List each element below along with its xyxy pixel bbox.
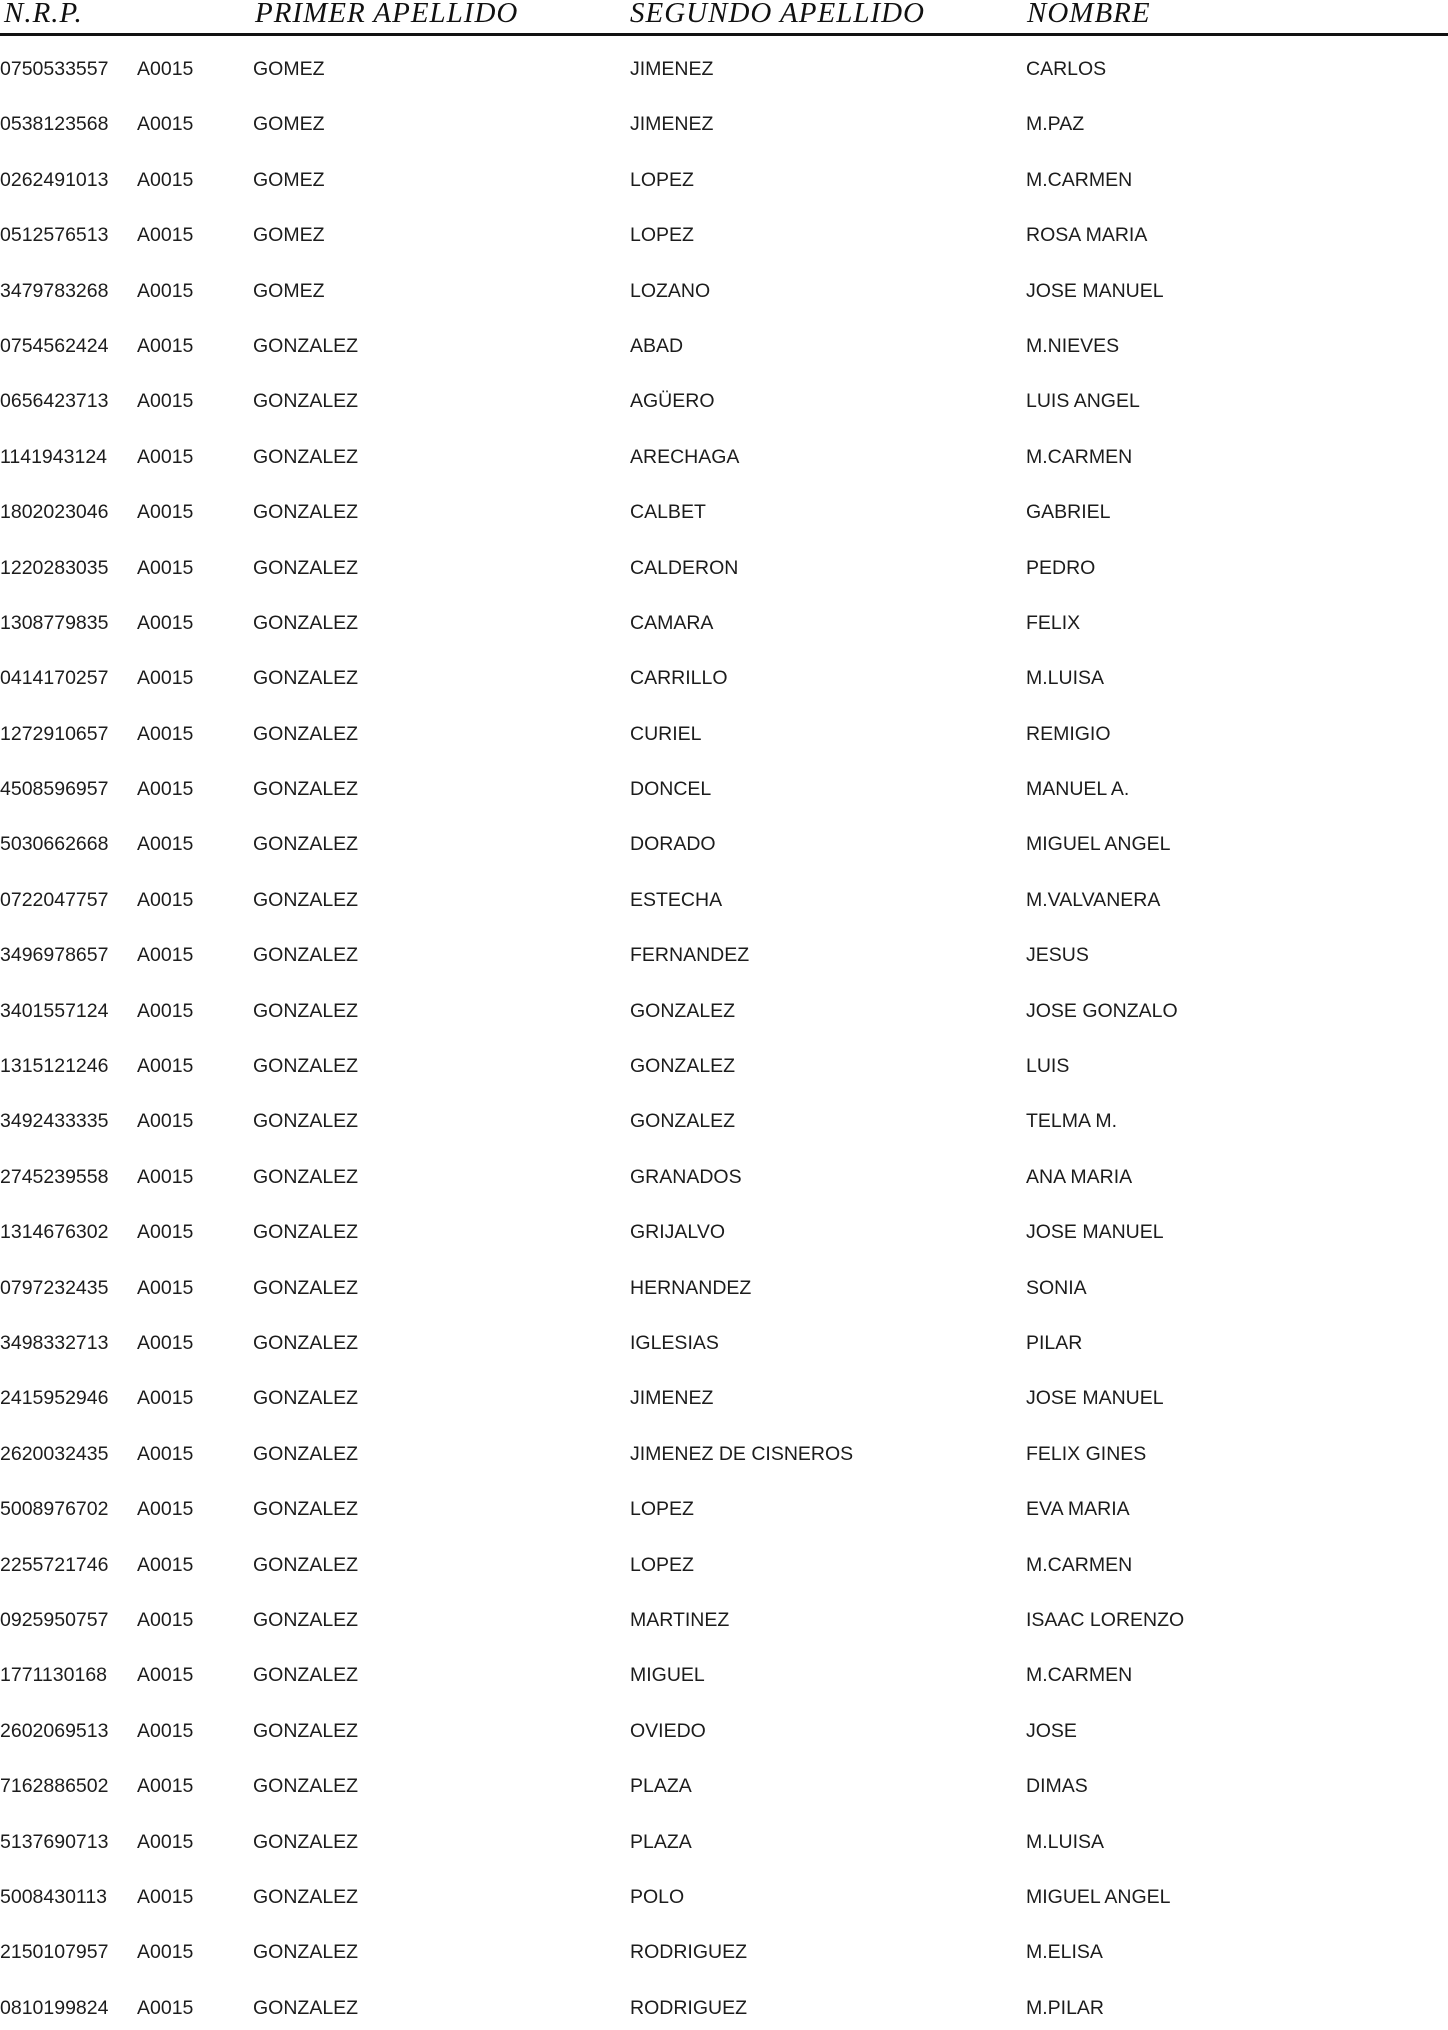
cell-segundo-apellido: OVIEDO [630,1719,706,1742]
table-row [0,1809,1448,1864]
cell-nrp: 0750533557 [0,58,109,80]
cell-code: A0015 [137,113,194,136]
cell-nrp: 1314676302 [0,1221,109,1244]
cell-nombre: MANUEL A. [1026,778,1130,801]
cell-code: A0015 [137,1442,194,1465]
cell-primer-apellido: GONZALEZ [253,888,359,911]
cell-nrp: 7162886502 [0,1775,109,1798]
cell-segundo-apellido: GRANADOS [630,1165,742,1188]
cell-code: A0015 [137,722,194,745]
cell-nrp: 2620032435 [0,1442,109,1465]
table-row [0,1033,1448,1088]
cell-nombre: DIMAS [1026,1775,1088,1798]
cell-nombre: M.ELISA [1026,1941,1103,1964]
cell-nombre: JESUS [1026,944,1089,967]
cell-segundo-apellido: LOZANO [630,279,711,302]
cell-code: A0015 [137,334,194,357]
cell-nrp: 1315121246 [0,1055,109,1078]
cell-nrp: 3401557124 [0,999,109,1022]
cell-code: A0015 [137,1387,194,1410]
cell-nombre: LUIS ANGEL [1026,390,1140,413]
cell-nombre: FELIX [1026,611,1081,634]
cell-code: A0015 [137,1055,194,1078]
cell-primer-apellido: GOMEZ [253,58,325,80]
cell-primer-apellido: GONZALEZ [253,999,359,1022]
table-row [0,424,1448,479]
cell-nombre: M.PILAR [1026,1996,1105,2019]
cell-segundo-apellido: GONZALEZ [630,1110,736,1133]
cell-code: A0015 [137,1830,194,1853]
cell-primer-apellido: GONZALEZ [253,1276,359,1299]
table-row [0,1587,1448,1642]
cell-nombre: FELIX GINES [1026,1442,1147,1465]
cell-nombre: GABRIEL [1026,501,1111,524]
cell-segundo-apellido: LOPEZ [630,224,694,247]
cell-primer-apellido: GONZALEZ [253,667,359,690]
cell-code: A0015 [137,1996,194,2019]
header-primer-apellido: PRIMER APELLIDO [255,0,519,29]
cell-primer-apellido: GONZALEZ [253,778,359,801]
cell-segundo-apellido: AGÜERO [630,390,715,413]
cell-code: A0015 [137,999,194,1022]
cell-nombre: M.CARMEN [1026,168,1133,191]
cell-nrp: 5030662668 [0,833,109,856]
cell-nombre: ROSA MARIA [1026,224,1148,247]
cell-nrp: 1220283035 [0,556,109,579]
cell-code: A0015 [137,501,194,524]
cell-segundo-apellido: RODRIGUEZ [630,1996,747,2019]
table-body [0,36,1448,2030]
cell-segundo-apellido: GRIJALVO [630,1221,725,1244]
cell-nombre: SONIA [1026,1276,1087,1299]
cell-primer-apellido: GONZALEZ [253,556,359,579]
cell-nrp: 1771130168 [0,1664,108,1687]
cell-nrp: 3479783268 [0,279,109,302]
cell-code: A0015 [137,1664,194,1687]
cell-nrp: 0512576513 [0,224,109,247]
cell-segundo-apellido: CALDERON [630,556,739,579]
cell-nrp: 2415952946 [0,1387,109,1410]
cell-nrp: 0538123568 [0,113,109,136]
table-row [0,1698,1448,1753]
cell-segundo-apellido: CURIEL [630,722,702,745]
cell-nombre: M.LUISA [1026,1830,1105,1853]
cell-segundo-apellido: JIMENEZ [630,58,714,80]
cell-nrp: 3498332713 [0,1331,109,1354]
cell-nombre: JOSE MANUEL [1026,1387,1164,1410]
cell-code: A0015 [137,1719,194,1742]
cell-nombre: REMIGIO [1026,722,1111,745]
table-row [0,867,1448,922]
cell-nrp: 1802023046 [0,501,109,524]
cell-segundo-apellido: LOPEZ [630,1498,694,1521]
cell-primer-apellido: GONZALEZ [253,445,359,468]
cell-primer-apellido: GONZALEZ [253,1498,359,1521]
table-row [0,1310,1448,1365]
table-row [0,202,1448,257]
cell-nombre: LUIS [1026,1055,1070,1078]
cell-code: A0015 [137,611,194,634]
cell-code: A0015 [137,888,194,911]
cell-code: A0015 [137,1885,194,1908]
cell-primer-apellido: GONZALEZ [253,611,359,634]
table-row [0,1199,1448,1254]
cell-primer-apellido: GONZALEZ [253,722,359,745]
cell-nombre: M.VALVANERA [1026,888,1161,911]
table-row [0,1532,1448,1587]
cell-primer-apellido: GONZALEZ [253,1664,359,1687]
cell-code: A0015 [137,1775,194,1798]
cell-code: A0015 [137,390,194,413]
cell-nrp: 0656423713 [0,390,109,413]
cell-nombre: MIGUEL ANGEL [1026,833,1171,856]
cell-code: A0015 [137,1941,194,1964]
cell-primer-apellido: GONZALEZ [253,1387,359,1410]
cell-nombre: M.LUISA [1026,667,1105,690]
header-nombre: NOMBRE [1027,0,1151,29]
cell-nombre: ISAAC LORENZO [1026,1608,1185,1631]
cell-primer-apellido: GOMEZ [253,113,325,136]
cell-primer-apellido: GOMEZ [253,279,325,302]
table-header [0,0,1448,30]
cell-nombre: PILAR [1026,1331,1083,1354]
cell-segundo-apellido: DONCEL [630,778,712,801]
cell-segundo-apellido: JIMENEZ DE CISNEROS [630,1442,854,1465]
cell-nombre: JOSE GONZALO [1026,999,1178,1022]
table-row [0,313,1448,368]
cell-segundo-apellido: GONZALEZ [630,999,736,1022]
cell-code: A0015 [137,1608,194,1631]
cell-nombre: ANA MARIA [1026,1165,1133,1188]
table-row [0,922,1448,977]
cell-primer-apellido: GOMEZ [253,224,325,247]
cell-nrp: 2602069513 [0,1719,109,1742]
cell-primer-apellido: GONZALEZ [253,833,359,856]
cell-code: A0015 [137,944,194,967]
cell-nrp: 0414170257 [0,667,109,690]
table-row [0,258,1448,313]
cell-segundo-apellido: POLO [630,1885,685,1908]
cell-primer-apellido: GONZALEZ [253,1941,359,1964]
cell-segundo-apellido: JIMENEZ [630,113,714,136]
cell-primer-apellido: GONZALEZ [253,1165,359,1188]
cell-nrp: 5008976702 [0,1498,109,1521]
table-row [0,645,1448,700]
cell-segundo-apellido: PLAZA [630,1830,692,1853]
header-segundo-apellido: SEGUNDO APELLIDO [630,0,925,29]
cell-nombre: JOSE MANUEL [1026,1221,1164,1244]
table-row [0,1642,1448,1697]
cell-code: A0015 [137,556,194,579]
cell-segundo-apellido: RODRIGUEZ [630,1941,747,1964]
cell-code: A0015 [137,445,194,468]
table-row [0,1476,1448,1531]
cell-nrp: 1141943124 [0,445,108,468]
table-row [0,1088,1448,1143]
cell-nrp: 2150107957 [0,1941,109,1964]
table-row [0,701,1448,756]
cell-nombre: M.CARMEN [1026,445,1133,468]
cell-primer-apellido: GONZALEZ [253,1996,359,2019]
cell-nrp: 0810199824 [0,1996,109,2019]
cell-nombre: M.CARMEN [1026,1664,1133,1687]
cell-nrp: 5137690713 [0,1830,109,1853]
cell-code: A0015 [137,833,194,856]
cell-segundo-apellido: ABAD [630,334,684,357]
table-row [0,811,1448,866]
cell-nrp: 0754562424 [0,334,109,357]
cell-nrp: 1308779835 [0,611,109,634]
cell-code: A0015 [137,1553,194,1576]
cell-primer-apellido: GONZALEZ [253,1885,359,1908]
cell-nrp: 0925950757 [0,1608,109,1631]
cell-nrp: 3492433335 [0,1110,109,1133]
cell-primer-apellido: GOMEZ [253,168,325,191]
cell-primer-apellido: GONZALEZ [253,1221,359,1244]
cell-nombre: JOSE [1026,1719,1077,1742]
cell-code: A0015 [137,778,194,801]
cell-nrp: 2255721746 [0,1553,109,1576]
cell-primer-apellido: GONZALEZ [253,1110,359,1133]
cell-code: A0015 [137,58,194,80]
cell-code: A0015 [137,279,194,302]
cell-code: A0015 [137,1110,194,1133]
cell-nombre: M.PAZ [1026,113,1085,136]
cell-primer-apellido: GONZALEZ [253,1442,359,1465]
table-row [0,1864,1448,1919]
cell-segundo-apellido: MARTINEZ [630,1608,730,1631]
header-nrp: N.R.P. [4,0,83,29]
table-row [0,1919,1448,1974]
cell-code: A0015 [137,1498,194,1521]
cell-segundo-apellido: IGLESIAS [630,1331,719,1354]
cell-segundo-apellido: ARECHAGA [630,445,740,468]
cell-segundo-apellido: HERNANDEZ [630,1276,752,1299]
cell-nrp: 0722047757 [0,888,109,911]
cell-segundo-apellido: CAMARA [630,611,714,634]
cell-primer-apellido: GONZALEZ [253,501,359,524]
cell-primer-apellido: GONZALEZ [253,1553,359,1576]
cell-nombre: PEDRO [1026,556,1096,579]
cell-nombre: CARLOS [1026,58,1107,80]
table-row [0,978,1448,1033]
table-row [0,1975,1448,2030]
cell-nrp: 3496978657 [0,944,109,967]
cell-code: A0015 [137,667,194,690]
table-row [0,1753,1448,1808]
cell-nrp: 5008430113 [0,1885,108,1908]
cell-nrp: 0797232435 [0,1276,109,1299]
table-row [0,535,1448,590]
cell-segundo-apellido: ESTECHA [630,888,723,911]
cell-primer-apellido: GONZALEZ [253,1055,359,1078]
table-row [0,479,1448,534]
table-row [0,36,1448,91]
cell-nombre: M.NIEVES [1026,334,1120,357]
cell-segundo-apellido: PLAZA [630,1775,692,1798]
table-row [0,1144,1448,1199]
cell-segundo-apellido: FERNANDEZ [630,944,750,967]
cell-nombre: TELMA M. [1026,1110,1118,1133]
cell-primer-apellido: GONZALEZ [253,944,359,967]
cell-nrp: 4508596957 [0,778,109,801]
cell-nombre: MIGUEL ANGEL [1026,1885,1171,1908]
cell-segundo-apellido: GONZALEZ [630,1055,736,1078]
cell-primer-apellido: GONZALEZ [253,1830,359,1853]
cell-code: A0015 [137,1276,194,1299]
cell-code: A0015 [137,1221,194,1244]
cell-code: A0015 [137,1331,194,1354]
table-row [0,368,1448,423]
cell-segundo-apellido: DORADO [630,833,716,856]
cell-segundo-apellido: CARRILLO [630,667,728,690]
cell-nombre: M.CARMEN [1026,1553,1133,1576]
table-row [0,91,1448,146]
cell-nombre: JOSE MANUEL [1026,279,1164,302]
cell-primer-apellido: GONZALEZ [253,334,359,357]
cell-primer-apellido: GONZALEZ [253,1608,359,1631]
cell-segundo-apellido: CALBET [630,501,706,524]
table-row [0,590,1448,645]
table-row [0,1255,1448,1310]
cell-code: A0015 [137,168,194,191]
cell-code: A0015 [137,1165,194,1188]
cell-segundo-apellido: JIMENEZ [630,1387,714,1410]
cell-segundo-apellido: LOPEZ [630,168,694,191]
cell-segundo-apellido: MIGUEL [630,1664,705,1687]
table-row [0,147,1448,202]
cell-code: A0015 [137,224,194,247]
cell-primer-apellido: GONZALEZ [253,1331,359,1354]
cell-nrp: 2745239558 [0,1165,109,1188]
cell-primer-apellido: GONZALEZ [253,1719,359,1742]
table-row [0,1421,1448,1476]
cell-primer-apellido: GONZALEZ [253,390,359,413]
table-row [0,756,1448,811]
cell-nrp: 1272910657 [0,722,109,745]
table-row [0,1365,1448,1420]
cell-primer-apellido: GONZALEZ [253,1775,359,1798]
cell-segundo-apellido: LOPEZ [630,1553,694,1576]
cell-nombre: EVA MARIA [1026,1498,1130,1521]
cell-nrp: 0262491013 [0,168,109,191]
